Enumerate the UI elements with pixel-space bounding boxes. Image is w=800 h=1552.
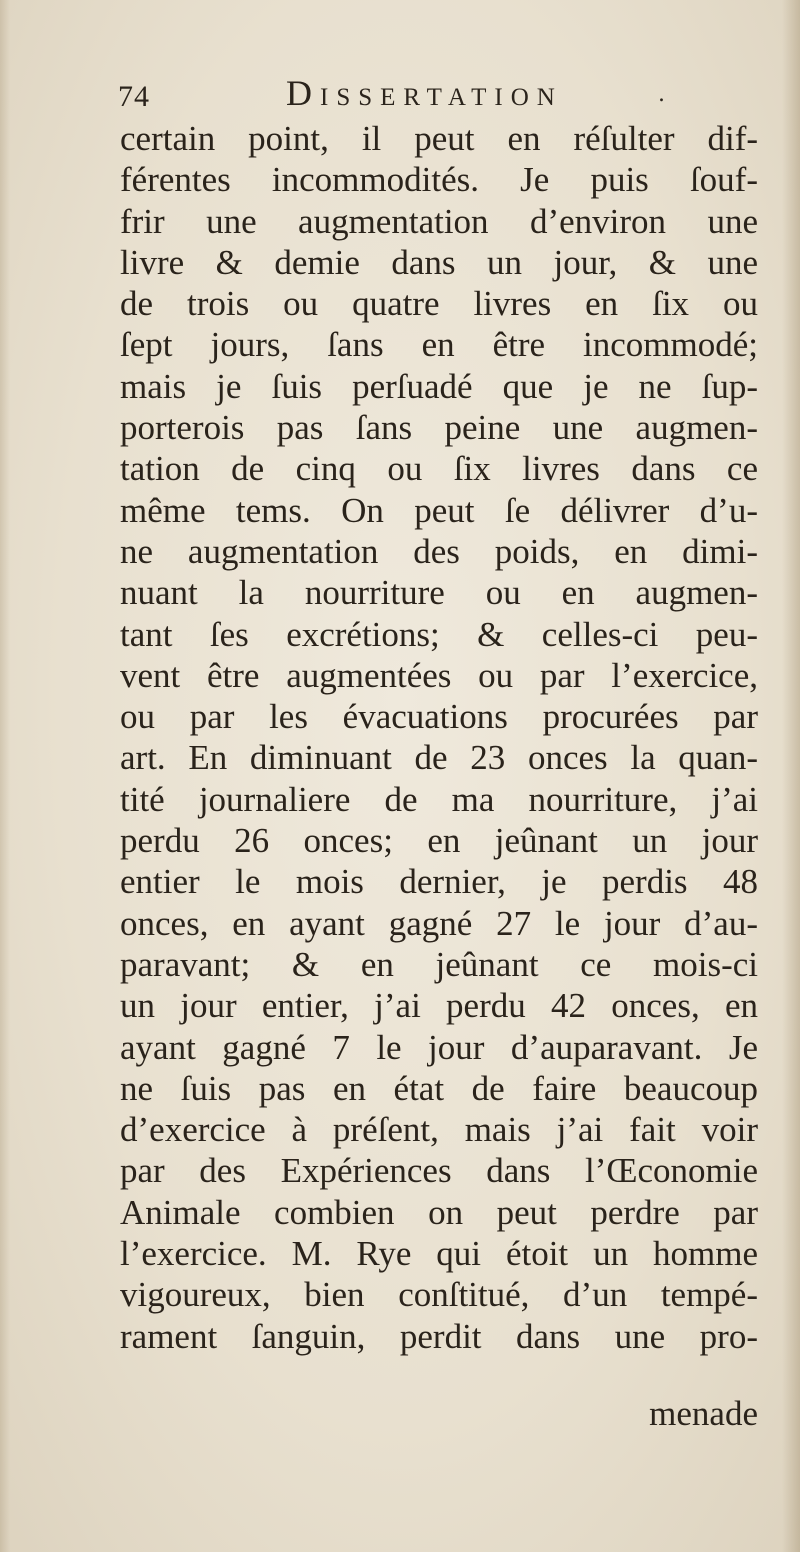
page-right-shadow [782, 0, 800, 1552]
text-line: un jour entier, j’ai perdu 42 onces, en [120, 986, 758, 1026]
text-line: l’exercice. M. Rye qui étoit un homme [120, 1234, 758, 1274]
catchword: menade [649, 1394, 758, 1433]
text-line: mais je ſuis perſuadé que je ne ſup- [120, 366, 758, 406]
text-line: de trois ou quatre livres en ſix ou [120, 284, 758, 324]
page-left-shadow [0, 0, 10, 1552]
text-line: art. En diminuant de 23 onces la quan- [120, 738, 758, 778]
page-header [118, 72, 688, 122]
text-line: ou par les évacuations procurées par [120, 697, 758, 737]
text-line: même tems. On peut ſe délivrer d’u- [120, 490, 758, 530]
running-title: Dissertation [286, 73, 563, 113]
text-line: vent être augmentées ou par l’exercice, [120, 655, 758, 695]
body-text [120, 118, 758, 1357]
text-line: paravant; & en jeûnant ce mois-ci [120, 944, 758, 984]
text-line: Animale combien on peut perdre par [120, 1192, 758, 1232]
text-line: tant ſes excrétions; & celles-ci peu- [120, 614, 758, 654]
text-line: vigoureux, bien conſtitué, d’un tempé- [120, 1275, 758, 1315]
text-line: ne ſuis pas en état de faire beaucoup [120, 1068, 758, 1108]
text-line: ne augmentation des poids, en dimi- [120, 531, 758, 571]
text-line: frir une augmentation d’environ une [120, 201, 758, 241]
text-line: onces, en ayant gagné 27 le jour d’au- [120, 903, 758, 943]
text-line: certain point, il peut en réſulter dif- [120, 119, 758, 158]
text-line: par des Expériences dans l’Œconomie [120, 1151, 758, 1191]
text-line: d’exercice à préſent, mais j’ai fait voir [120, 1110, 758, 1150]
text-line: perdu 26 onces; en jeûnant un jour [120, 821, 758, 861]
text-line: ſept jours, ſans en être incommodé; [120, 325, 758, 365]
text-line: nuant la nourriture ou en augmen- [120, 573, 758, 613]
text-line: livre & demie dans un jour, & une [120, 242, 758, 282]
text-line: tité journaliere de ma nourriture, j’ai [120, 779, 758, 819]
text-line: entier le mois dernier, je perdis 48 [120, 862, 758, 902]
header-ornament: . [658, 82, 665, 107]
text-line: férentes incommodités. Je puis ſouf- [120, 160, 758, 200]
text-line: porterois pas ſans peine une augmen- [120, 408, 758, 448]
text-line: ayant gagné 7 le jour d’auparavant. Je [120, 1027, 758, 1067]
page-number: 74 [118, 80, 150, 113]
text-line: tation de cinq ou ſix livres dans ce [120, 449, 758, 489]
text-line: rament ſanguin, perdit dans une pro- [120, 1316, 758, 1356]
